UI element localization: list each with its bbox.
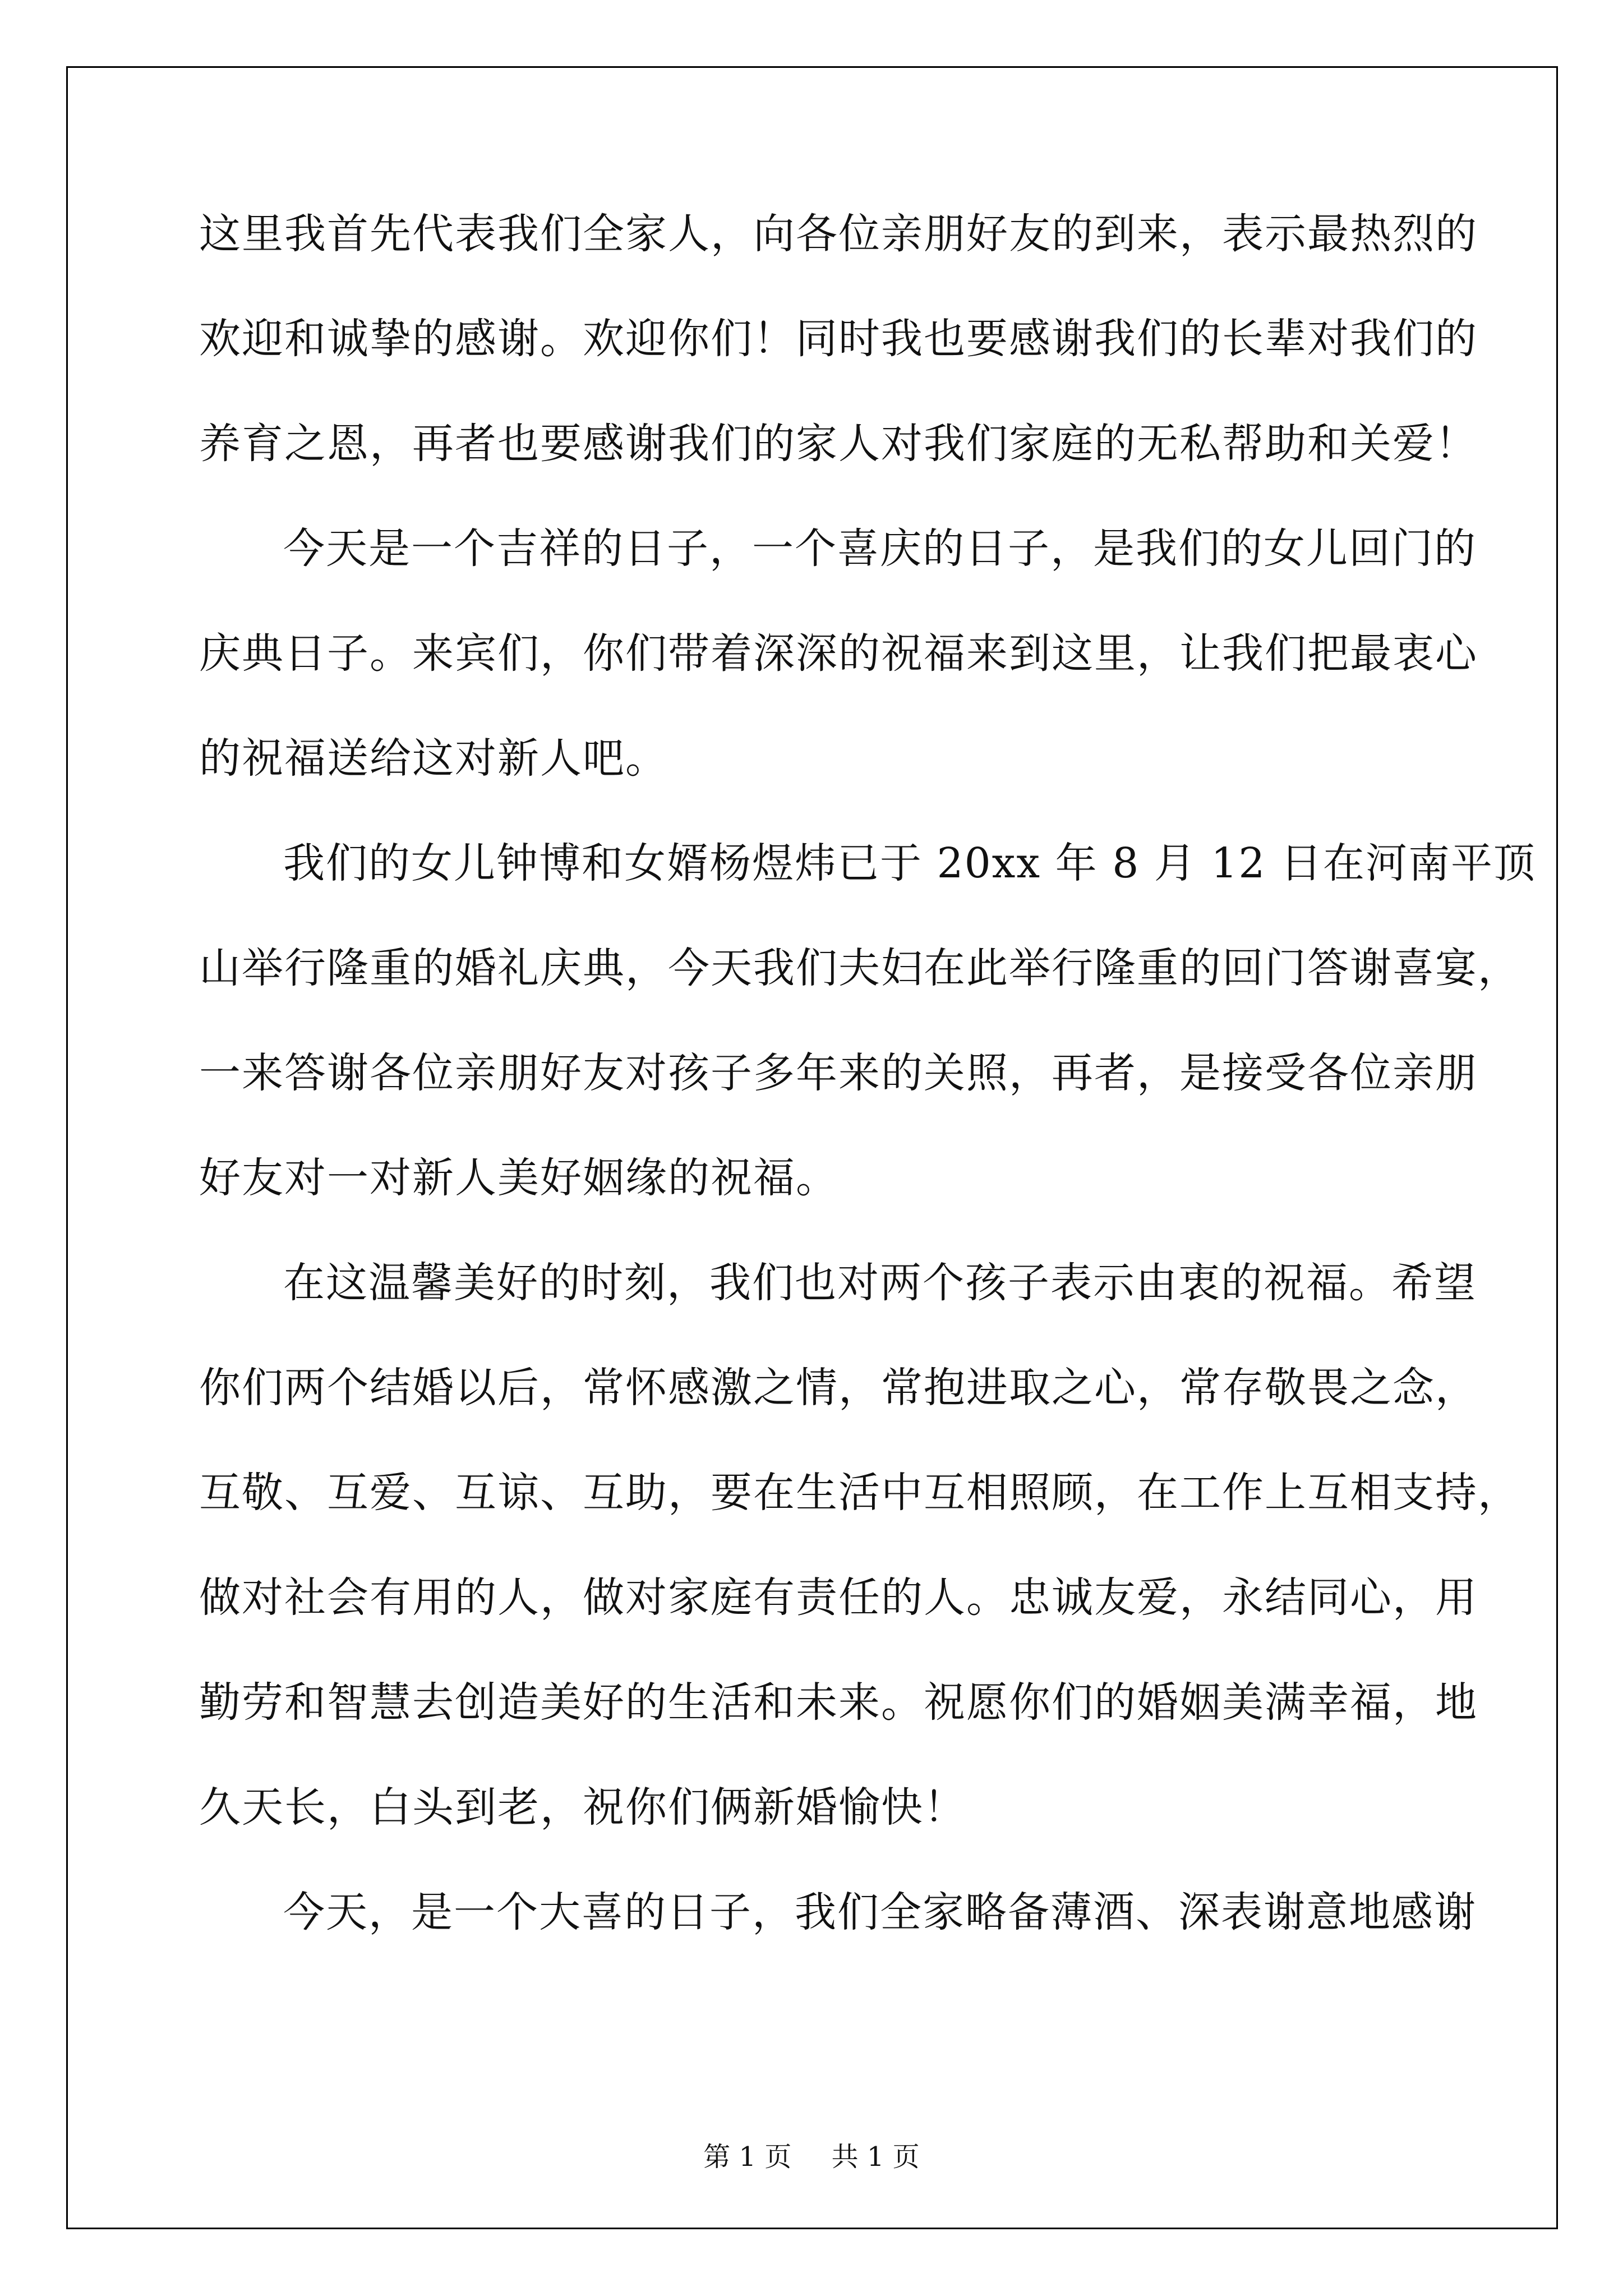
text-line: 勤劳和智慧去创造美好的生活和未来。祝愿你们的婚姻美满幸福，地 [199,1678,1478,1727]
text-line: 在这温馨美好的时刻，我们也对两个孩子表示由衷的祝福。希望 [283,1259,1477,1307]
text-line: 欢迎和诚挚的感谢。欢迎你们！同时我也要感谢我们的长辈对我们的 [199,315,1478,363]
text-line: 今天，是一个大喜的日子，我们全家略备薄酒、深表谢意地感谢 [283,1888,1477,1936]
text-line: 山举行隆重的婚礼庆典，今天我们夫妇在此举行隆重的回门答谢喜宴， [199,944,1520,992]
text-line: 久天长，白头到老，祝你们俩新婚愉快！ [199,1783,966,1832]
text-line: 你们两个结婚以后，常怀感激之情，常抱进取之心，常存敬畏之念， [199,1364,1478,1412]
text-line: 互敬、互爱、互谅、互助，要在生活中互相照顾，在工作上互相支持， [199,1469,1520,1517]
text-line: 养育之恩，再者也要感谢我们的家人对我们家庭的无私帮助和关爱！ [199,420,1478,468]
text-line: 我们的女儿钟博和女婿杨煜炜已于 20xx 年 8 月 12 日在河南平顶 [283,839,1537,887]
page-total: 共 1 页 [831,2141,920,2173]
page-number: 第 1 页 [703,2141,792,2173]
text-line: 庆典日子。来宾们，你们带着深深的祝福来到这里，让我们把最衷心 [199,629,1478,678]
document-body [199,210,1537,1996]
page-footer [0,2135,1623,2174]
text-line: 一来答谢各位亲朋好友对孩子多年来的关照，再者，是接受各位亲朋 [199,1049,1478,1097]
text-line: 的祝福送给这对新人吧。 [199,734,668,783]
text-line: 做对社会有用的人，做对家庭有责任的人。忠诚友爱，永结同心，用 [199,1573,1478,1622]
text-line: 这里我首先代表我们全家人，向各位亲朋好友的到来，表示最热烈的 [199,210,1478,258]
text-line: 今天是一个吉祥的日子，一个喜庆的日子，是我们的女儿回门的 [283,524,1477,573]
text-line: 好友对一对新人美好姻缘的祝福。 [199,1154,838,1202]
